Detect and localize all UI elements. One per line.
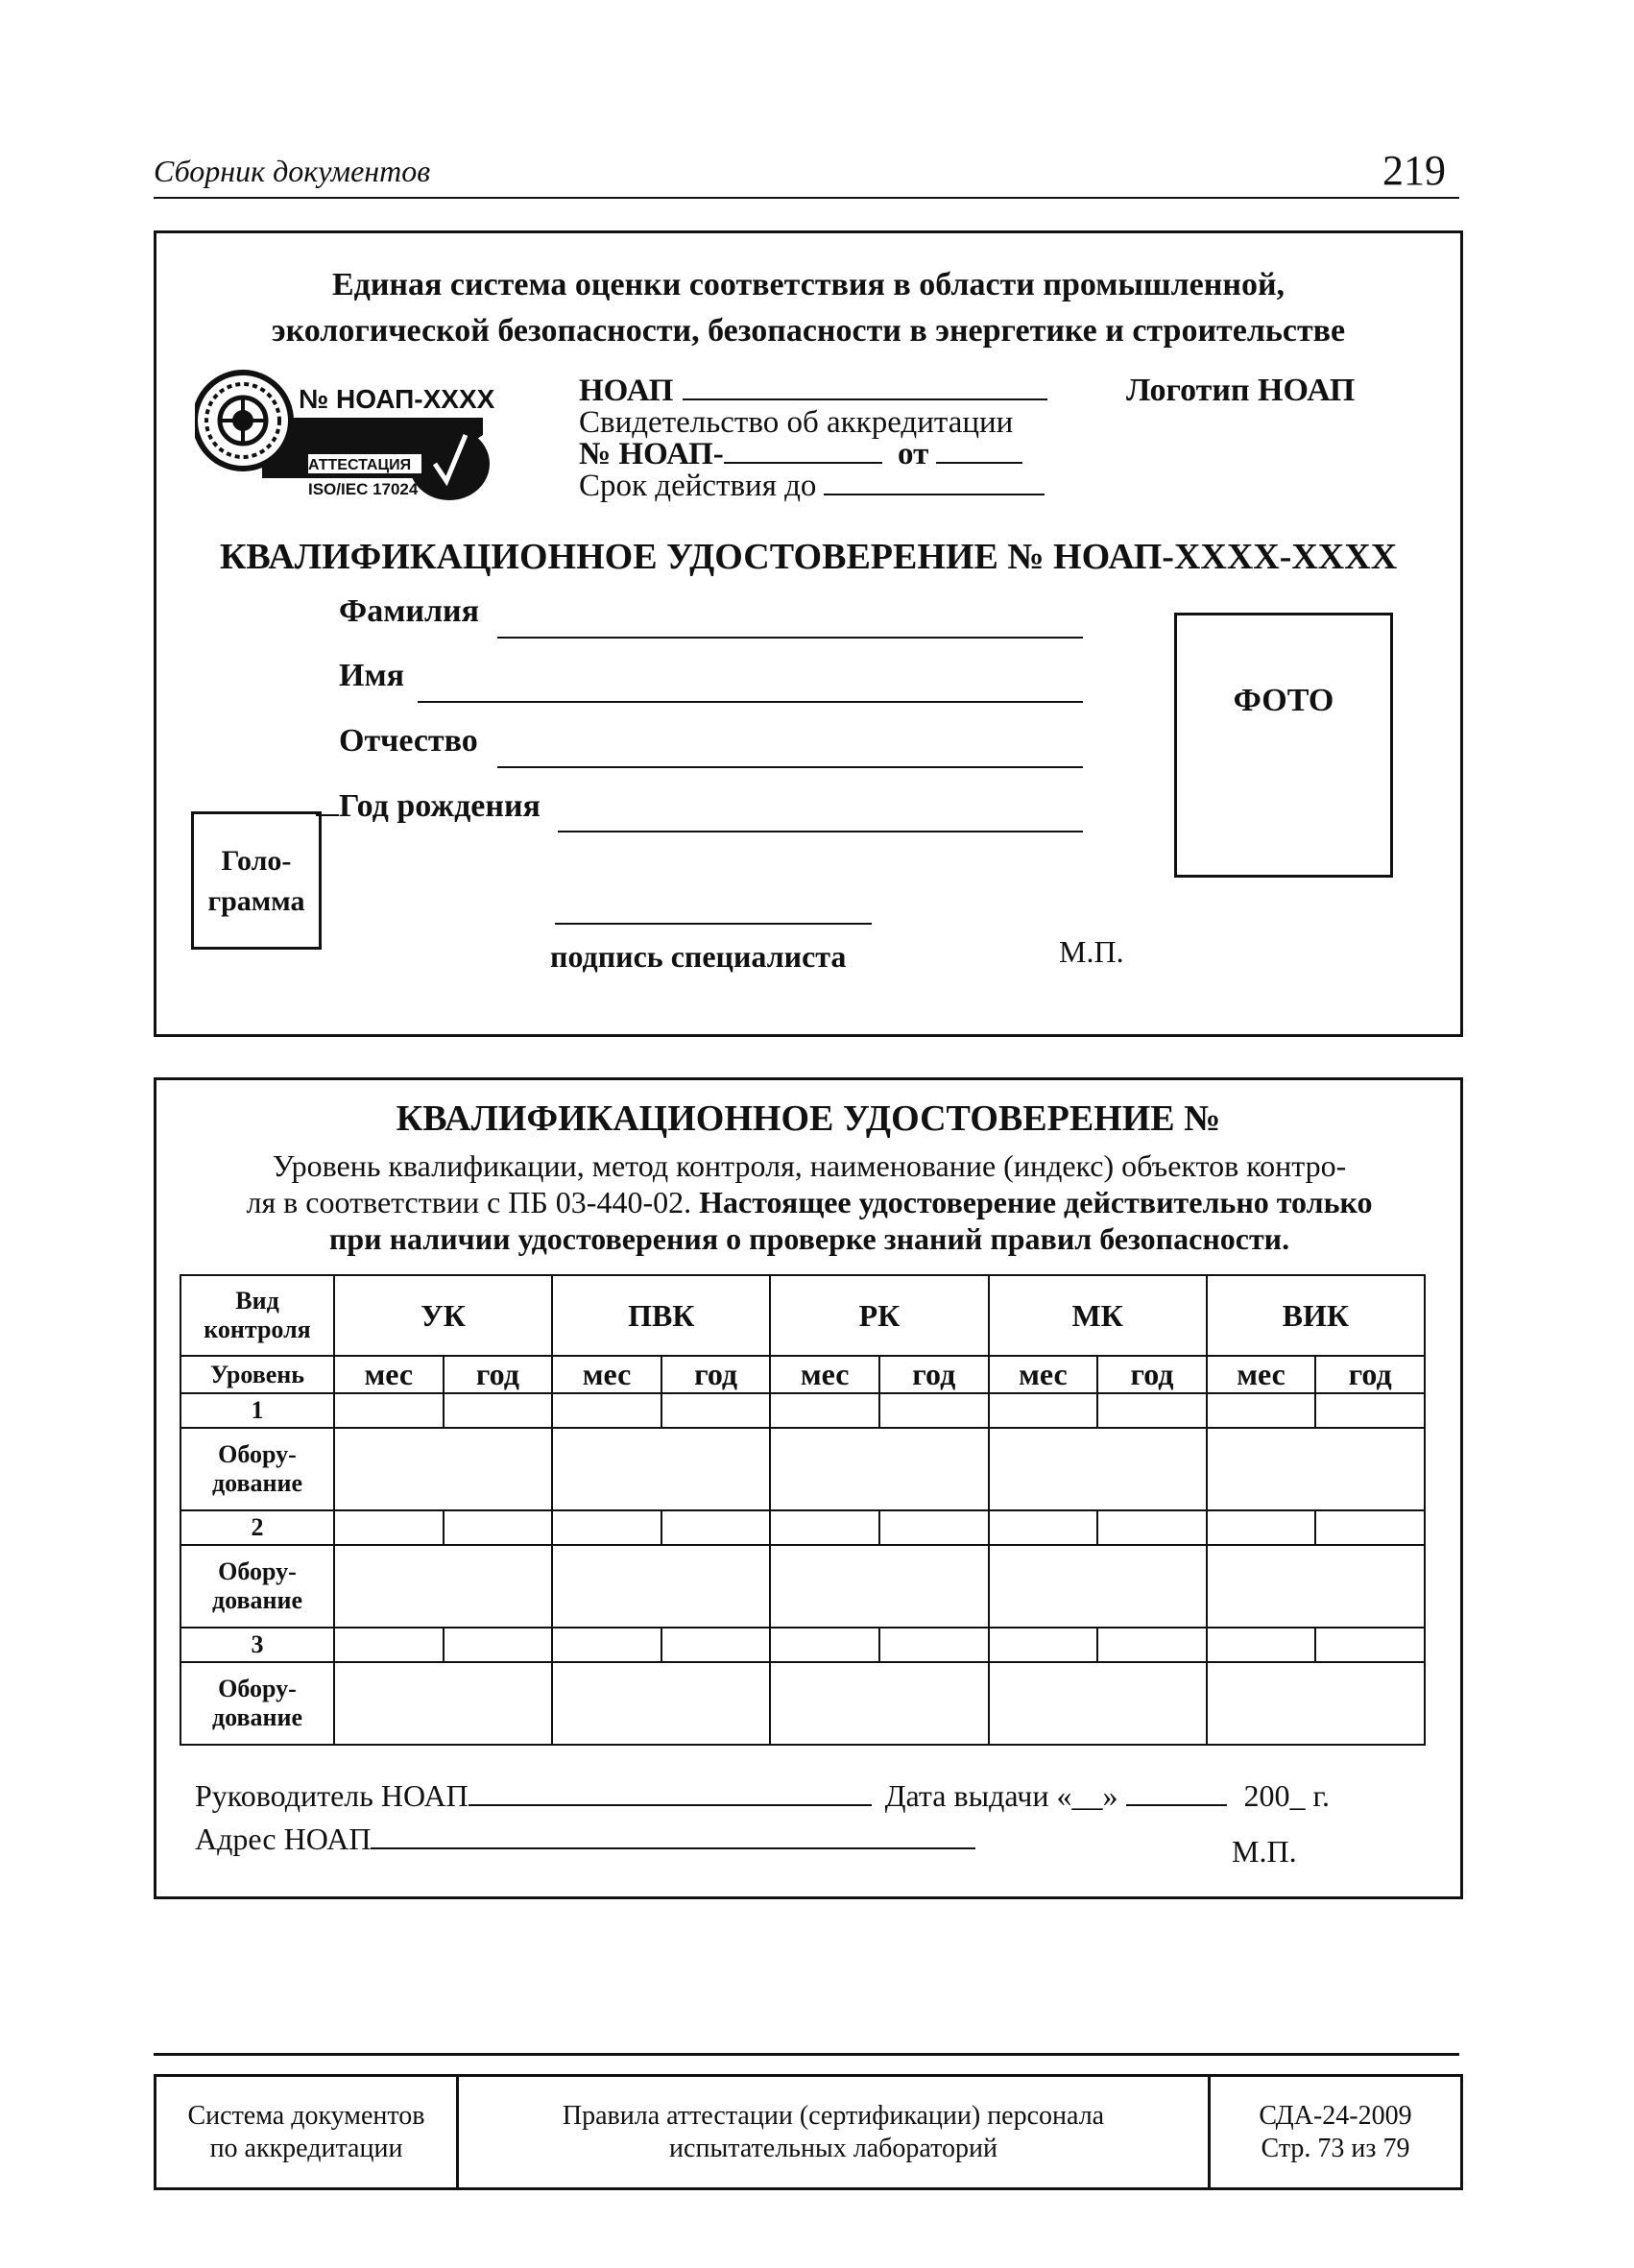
month-label: мес bbox=[334, 1356, 444, 1393]
document-footer bbox=[154, 2074, 1463, 2190]
level-label: Уровень bbox=[180, 1356, 334, 1393]
equipment-line1: Обору- bbox=[218, 1440, 297, 1468]
method-uk: УК bbox=[334, 1275, 552, 1356]
equipment-row bbox=[180, 1662, 1425, 1745]
year-label: год bbox=[661, 1356, 771, 1393]
equipment-line1: Обору- bbox=[218, 1557, 297, 1585]
year-label: год bbox=[879, 1356, 989, 1393]
system-title-line2: экологической безопасности, безопасности в энергетике и строительстве bbox=[271, 313, 1346, 349]
level-number: 1 bbox=[180, 1393, 334, 1428]
accreditation-label: Свидетельство об аккредитации bbox=[579, 405, 1014, 440]
qualification-table bbox=[180, 1274, 1426, 1746]
footer-page: Стр. 73 из 79 bbox=[1261, 2133, 1410, 2163]
photo-box bbox=[1174, 613, 1393, 878]
level-row bbox=[180, 1628, 1425, 1662]
hologram-label bbox=[194, 841, 319, 922]
back-title: КВАЛИФИКАЦИОННОЕ УДОСТОВЕРЕНИЕ № bbox=[396, 1098, 1221, 1139]
logo-number: № НОАП-XXXX bbox=[299, 384, 495, 414]
year-suffix-label: 200_ г. bbox=[1243, 1778, 1331, 1813]
surname-line bbox=[497, 637, 1083, 639]
birth-year-line bbox=[558, 831, 1083, 832]
address-line bbox=[195, 1822, 975, 1857]
photo-label: ФОТО bbox=[1233, 683, 1334, 718]
noap-block bbox=[579, 375, 1047, 502]
equipment-line2: дование bbox=[211, 1703, 303, 1731]
level-row bbox=[180, 1510, 1425, 1545]
control-type-label: Вид контроля bbox=[180, 1275, 334, 1356]
hologram-line2: грамма bbox=[207, 885, 305, 917]
month-label: мес bbox=[552, 1356, 661, 1393]
system-title bbox=[156, 262, 1460, 354]
method-rk: РК bbox=[770, 1275, 988, 1356]
month-label: мес bbox=[770, 1356, 879, 1393]
certificate-back bbox=[154, 1077, 1463, 1899]
month-label: мес bbox=[1207, 1356, 1316, 1393]
issue-date-label: Дата выдачи «__» bbox=[884, 1778, 1118, 1813]
footer-title-line2: испытательных лабораторий bbox=[669, 2133, 997, 2163]
equipment-line2: дование bbox=[211, 1586, 303, 1614]
name-line bbox=[418, 701, 1083, 703]
equipment-label bbox=[180, 1545, 334, 1628]
method-pvk: ПВК bbox=[552, 1275, 770, 1356]
month-label: мес bbox=[989, 1356, 1098, 1393]
birth-year-label: Год рождения bbox=[339, 788, 541, 824]
logo-word: АТТЕСТАЦИЯ bbox=[308, 457, 412, 473]
system-title-line1: Единая система оценки соответствия в области промышленной, bbox=[331, 267, 1286, 302]
patronymic-label: Отчество bbox=[339, 723, 478, 759]
level-number: 2 bbox=[180, 1510, 334, 1545]
table-header-row bbox=[180, 1275, 1425, 1356]
back-description bbox=[195, 1147, 1424, 1257]
certificate-front bbox=[154, 230, 1463, 1037]
equipment-row bbox=[180, 1428, 1425, 1510]
stamp-place-label: М.П. bbox=[1059, 934, 1124, 969]
method-vik: ВИК bbox=[1207, 1275, 1425, 1356]
from-label: от bbox=[898, 437, 929, 471]
hologram-line1: Голо- bbox=[221, 845, 292, 877]
description-bold2: при наличии удостоверения о проверке знаний правил безопасности. bbox=[328, 1221, 1290, 1256]
noap-logo-placeholder: Логотип НОАП bbox=[1126, 373, 1356, 408]
header-rule bbox=[154, 197, 1459, 199]
collection-title: Сборник документов bbox=[154, 154, 431, 188]
hologram-box bbox=[191, 811, 322, 950]
surname-label: Фамилия bbox=[339, 593, 480, 629]
equipment-line2: дование bbox=[211, 1469, 303, 1497]
equipment-label bbox=[180, 1428, 334, 1510]
year-label: год bbox=[1315, 1356, 1425, 1393]
signature-line bbox=[555, 923, 872, 925]
footer-title-line1: Правила аттестации (сертификации) персонала bbox=[562, 2100, 1105, 2131]
equipment-label bbox=[180, 1662, 334, 1745]
page-number: 219 bbox=[1382, 147, 1446, 194]
patronymic-line bbox=[497, 766, 1083, 768]
attestation-logo bbox=[195, 368, 512, 502]
level-number: 3 bbox=[180, 1628, 334, 1662]
noap-label: НОАП bbox=[579, 374, 674, 408]
hologram-connector bbox=[316, 814, 339, 816]
equipment-line1: Обору- bbox=[218, 1675, 297, 1702]
equipment-row bbox=[180, 1545, 1425, 1628]
level-row bbox=[180, 1393, 1425, 1428]
name-label: Имя bbox=[339, 658, 404, 693]
footer-rule bbox=[154, 2053, 1459, 2056]
footer-system-line1: Система документов bbox=[187, 2100, 425, 2131]
method-mk: МК bbox=[989, 1275, 1207, 1356]
valid-until-label: Срок действия до bbox=[579, 469, 817, 503]
logo-emblem-icon bbox=[195, 368, 512, 502]
certificate-title: КВАЛИФИКАЦИОННОЕ УДОСТОВЕРЕНИЕ № НОАП-XXXX-XXXX bbox=[219, 537, 1398, 577]
accreditation-number: № НОАП- bbox=[579, 437, 724, 471]
signature-label: подпись специалиста bbox=[550, 939, 847, 974]
stamp-place-label: М.П. bbox=[1232, 1834, 1297, 1869]
footer-document-code bbox=[1211, 2077, 1460, 2187]
description-line2: ля в соответствии с ПБ 03-440-02. bbox=[246, 1185, 692, 1219]
footer-code: СДА-24-2009 bbox=[1259, 2100, 1412, 2131]
footer-system-line2: по аккредитации bbox=[209, 2133, 403, 2163]
description-bold1: Настоящее удостоверение действительно только bbox=[699, 1185, 1373, 1219]
year-label: год bbox=[444, 1356, 553, 1393]
footer-system bbox=[156, 2077, 459, 2187]
description-line1: Уровень квалификации, метод контроля, наименование (индекс) объектов контро- bbox=[272, 1148, 1347, 1183]
year-label: год bbox=[1097, 1356, 1207, 1393]
table-subheader-row bbox=[180, 1356, 1425, 1393]
head-date-line bbox=[195, 1778, 1330, 1814]
head-label: Руководитель НОАП bbox=[195, 1778, 469, 1813]
logo-standard: ISO/IEC 17024 bbox=[308, 480, 419, 498]
address-label: Адрес НОАП bbox=[195, 1822, 372, 1856]
footer-document-title bbox=[459, 2077, 1211, 2187]
